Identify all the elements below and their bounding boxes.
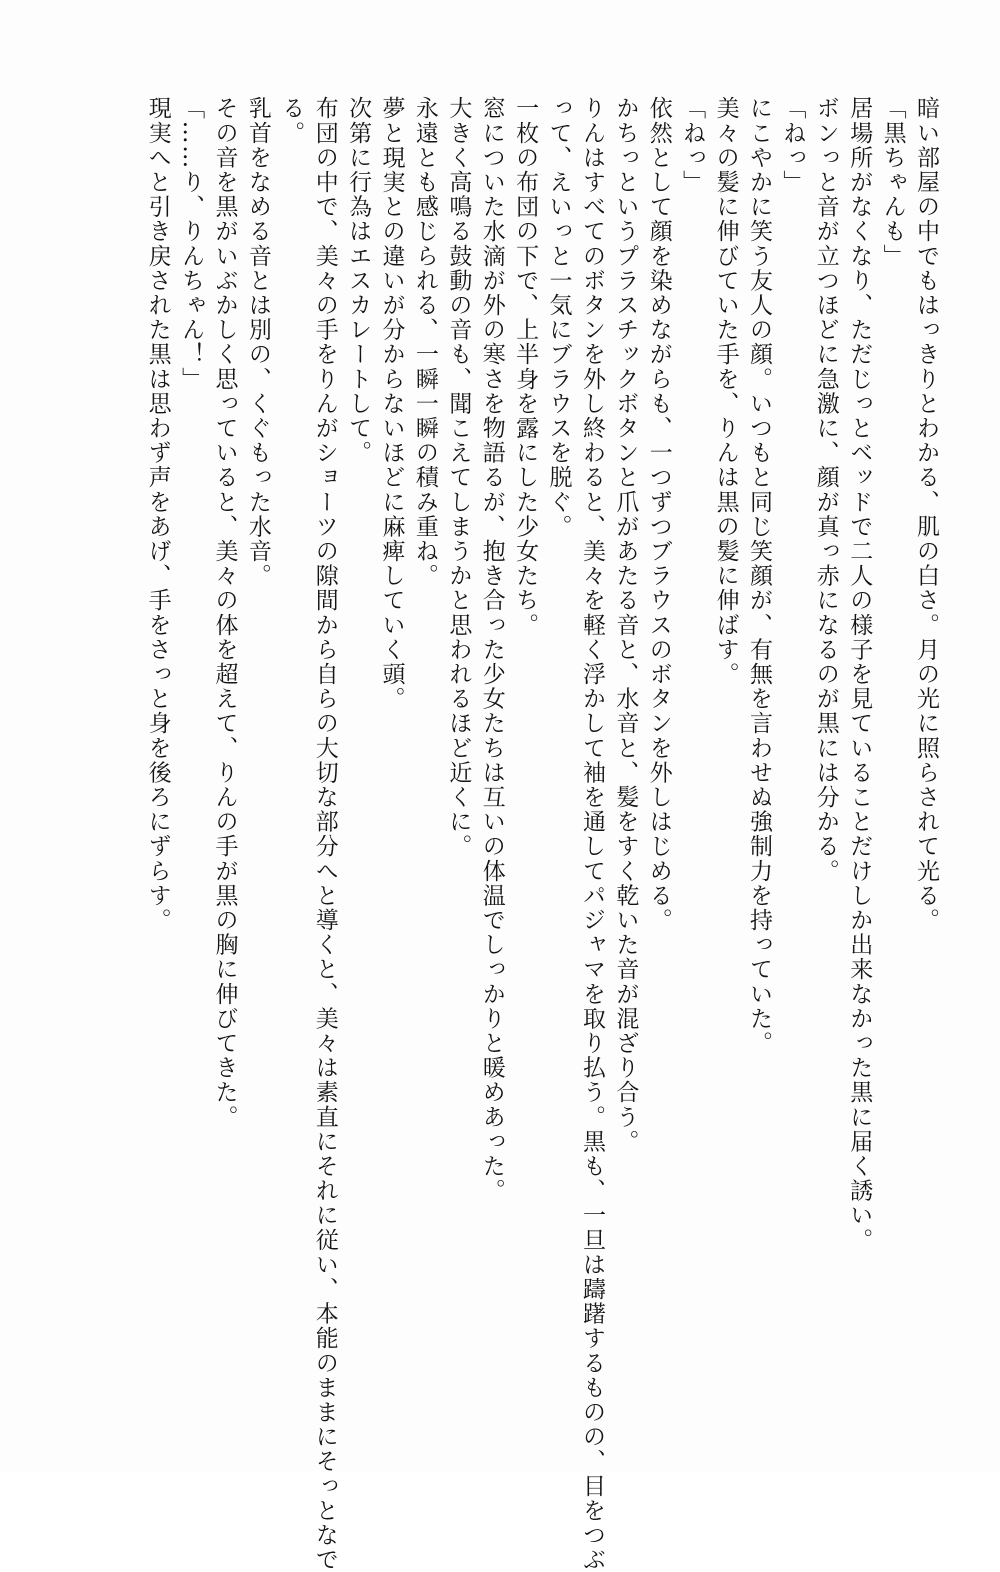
text-line: その音を黒がいぶかしく思っていると、美々の体を超えて、りんの手が黒の胸に伸びてきた。 <box>211 96 238 1130</box>
text-line: 暗い部屋の中でもはっきりとわかる、肌の白さ。月の光に照らされて光る。 <box>913 96 939 933</box>
text-line: 現実へと引き戻された黒は思わず声をあげ、手をさっと身を後ろにずらす。 <box>144 96 171 933</box>
text-line: 乳首をなめる音とは別の、くぐもった水音。 <box>244 96 271 588</box>
text-line: 「黒ちゃんも」 <box>879 96 906 269</box>
text-line: 「ねっ」 <box>679 96 706 195</box>
text-line: 「……り、りんちゃん！」 <box>178 96 205 392</box>
text-line: ボンっと音が立つほどに急激に、顔が真っ赤になるのが黒には分かる。 <box>812 96 839 884</box>
text-line: かちっというプラスチックボタンと爪があたる音と、水音と、髪をすく乾いた音が混ざり合う。 <box>612 96 639 1154</box>
text-line: 一枚の布団の下で、上半身を露にした少女たち。 <box>512 96 539 638</box>
text-line: 永遠とも感じられる、一瞬一瞬の積み重ね。 <box>411 96 438 588</box>
vertical-text-body <box>140 96 942 1572</box>
text-line: って、えいっと一気にブラウスを脱ぐ。 <box>545 96 572 539</box>
text-line: 窓についた水滴が外の寒さを物語るが、抱き合った少女たちは互いの体温でしっかりと暖めあった。 <box>478 96 505 1203</box>
text-line: 夢と現実との違いが分からないほどに麻痺していく頭。 <box>378 96 405 711</box>
text-line: りんはすべてのボタンを外し終わると、美々を軽く浮かして袖を通してパジャマを取り払う。黒も、一旦は躊躇するものの、目をつぶ <box>578 96 605 1572</box>
text-line: 「ねっ」 <box>779 96 806 195</box>
text-line: 美々の髪に伸びていた手を、りんは黒の髪に伸ばす。 <box>712 96 739 687</box>
text-line: 布団の中で、美々の手をりんがショーツの隙間から自らの大切な部分へと導くと、美々は素直にそれに従い、本能のままにそっとなで <box>311 96 338 1572</box>
text-line: 依然として顔を染めながらも、一つずつブラウスのボタンを外しはじめる。 <box>645 96 672 933</box>
text-line: 大きく高鳴る鼓動の音も、聞こえてしまうかと思われるほど近くに。 <box>445 96 472 859</box>
text-line: にこやかに笑う友人の顔。いつもと同じ笑顔が、有無を言わせぬ強制力を持っていた。 <box>745 96 772 1056</box>
text-line: 居場所がなくなり、ただじっとベッドで二人の様子を見ていることだけしか出来なかった黒に届く誘い。 <box>846 96 873 1253</box>
text-line: 次第に行為はエスカレートして。 <box>345 96 372 465</box>
text-line: る。 <box>278 96 305 146</box>
